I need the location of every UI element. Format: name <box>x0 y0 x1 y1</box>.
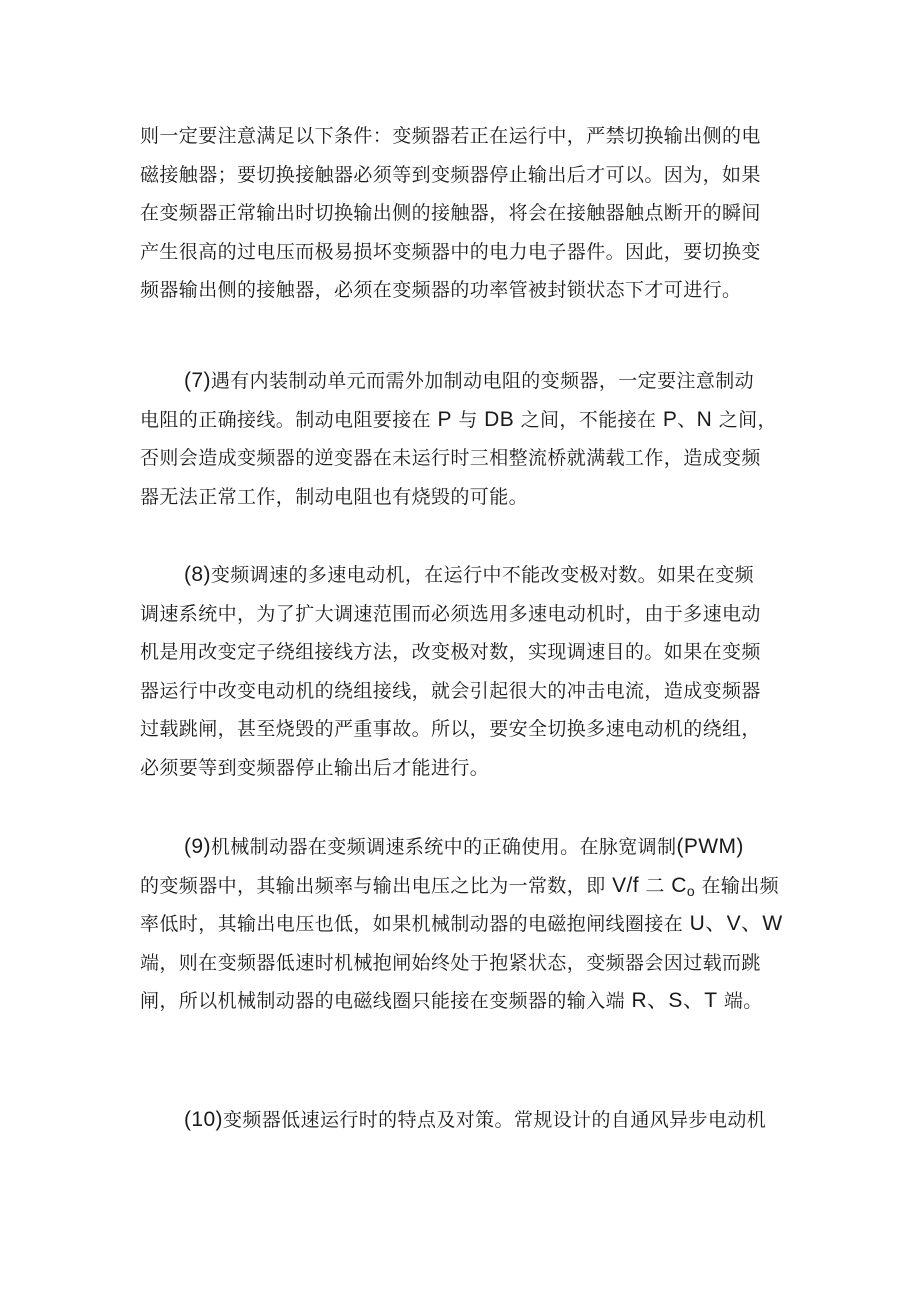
text-span: 、 <box>677 408 697 431</box>
text-line: 器无法正常工作，制动电阻也有烧毁的可能。 <box>140 485 529 508</box>
terminal-label: DB <box>484 407 515 431</box>
text-span: 之间，不能接在 <box>514 408 663 431</box>
text-span: 机械制动器在变频调速系统中的正确使用。在脉宽调制 <box>210 836 677 858</box>
text-span: 与 <box>451 408 485 431</box>
formula-c: C <box>671 873 687 897</box>
paragraph-6-continuation <box>140 117 800 310</box>
text-line <box>140 1101 800 1140</box>
text-span: 在输出频 <box>695 874 780 897</box>
pwm-label: (PWM) <box>676 835 744 858</box>
text-span: 的变频器中，其输出频率与输出电压之比为一常数，即 <box>140 874 606 897</box>
formula-eq: 二 <box>638 874 672 897</box>
paragraph-8 <box>140 556 800 787</box>
text-line: 则一定要注意满足以下条件：变频器若正在运行中，严禁切换输出侧的电 <box>140 125 761 147</box>
item-number: (7) <box>184 369 211 392</box>
text-line: 频器输出侧的接触器，必须在变频器的功率管被封锁状态下才可进行。 <box>140 279 742 301</box>
terminal-label: U、V、W <box>689 912 783 935</box>
text-line: 机是用改变定子绕组接线方法，改变极对数，实现调速目的。如果在变频 <box>140 641 761 663</box>
text-span: 之间， <box>712 408 777 431</box>
formula-vf: V/f <box>612 873 639 897</box>
terminal-label: P <box>437 407 452 431</box>
text-span: 端。 <box>717 990 763 1012</box>
text-line: 调速系统中，为了扩大调速范围而必须选用多速电动机时，由于多速电动 <box>140 602 761 625</box>
terminal-label: N <box>696 407 713 431</box>
item-number: (10) <box>184 1108 223 1131</box>
text-span: 闸，所以机械制动器的电磁线圈只能接在变频器的输入端 <box>140 990 626 1012</box>
paragraph-7 <box>140 362 800 516</box>
text-line: 必须要等到变频器停止输出后才能进行。 <box>140 756 490 779</box>
text-line: 产生很高的过电压而极易损坏变频器中的电力电子器件。因此，要切换变 <box>140 240 761 263</box>
text-line <box>140 867 800 906</box>
text-line <box>140 556 800 595</box>
text-line: 在变频器正常输出时切换输出侧的接触器，将会在接触器触点断开的瞬间 <box>140 202 761 224</box>
terminal-label: R、S、T <box>631 989 718 1012</box>
text-span: 变频调速的多速电动机，在运行中不能改变极对数。如果在变频 <box>210 564 755 586</box>
text-line <box>140 362 800 401</box>
text-line: 过载跳闸，甚至烧毁的严重事故。所以，要安全切换多速电动机的绕组， <box>140 718 761 740</box>
formula-subscript: o <box>686 882 695 899</box>
text-span: 电阻的正确接线。制动电阻要接在 <box>140 408 432 431</box>
paragraph-10 <box>140 1101 800 1140</box>
text-line <box>140 982 800 1021</box>
text-line <box>140 905 800 944</box>
text-span: 变频器低速运行时的特点及对策。常规设计的自通风异步电动机 <box>222 1109 767 1131</box>
item-number: (9) <box>184 835 211 858</box>
text-line <box>140 828 800 867</box>
terminal-label: P <box>662 407 678 431</box>
text-line: 磁接触器；要切换接触器必须等到变频器停止输出后才可以。因为，如果 <box>140 163 761 186</box>
text-line: 否则会造成变频器的逆变器在未运行时三相整流桥就满载工作，造成变频 <box>140 447 761 469</box>
text-span: 遇有内装制动单元而需外加制动电阻的变频器，一定要注意制动 <box>210 370 755 392</box>
text-line <box>140 401 800 440</box>
paragraph-9 <box>140 828 800 1021</box>
item-number: (8) <box>184 563 211 586</box>
text-line: 端，则在变频器低速时机械抱闸始终处于抱紧状态，变频器会因过载而跳 <box>140 951 761 974</box>
text-line: 器运行中改变电动机的绕组接线，就会引起很大的冲击电流，造成变频器 <box>140 679 761 702</box>
text-span: 率低时，其输出电压也低，如果机械制动器的电磁抱闸线圈接在 <box>140 913 684 935</box>
